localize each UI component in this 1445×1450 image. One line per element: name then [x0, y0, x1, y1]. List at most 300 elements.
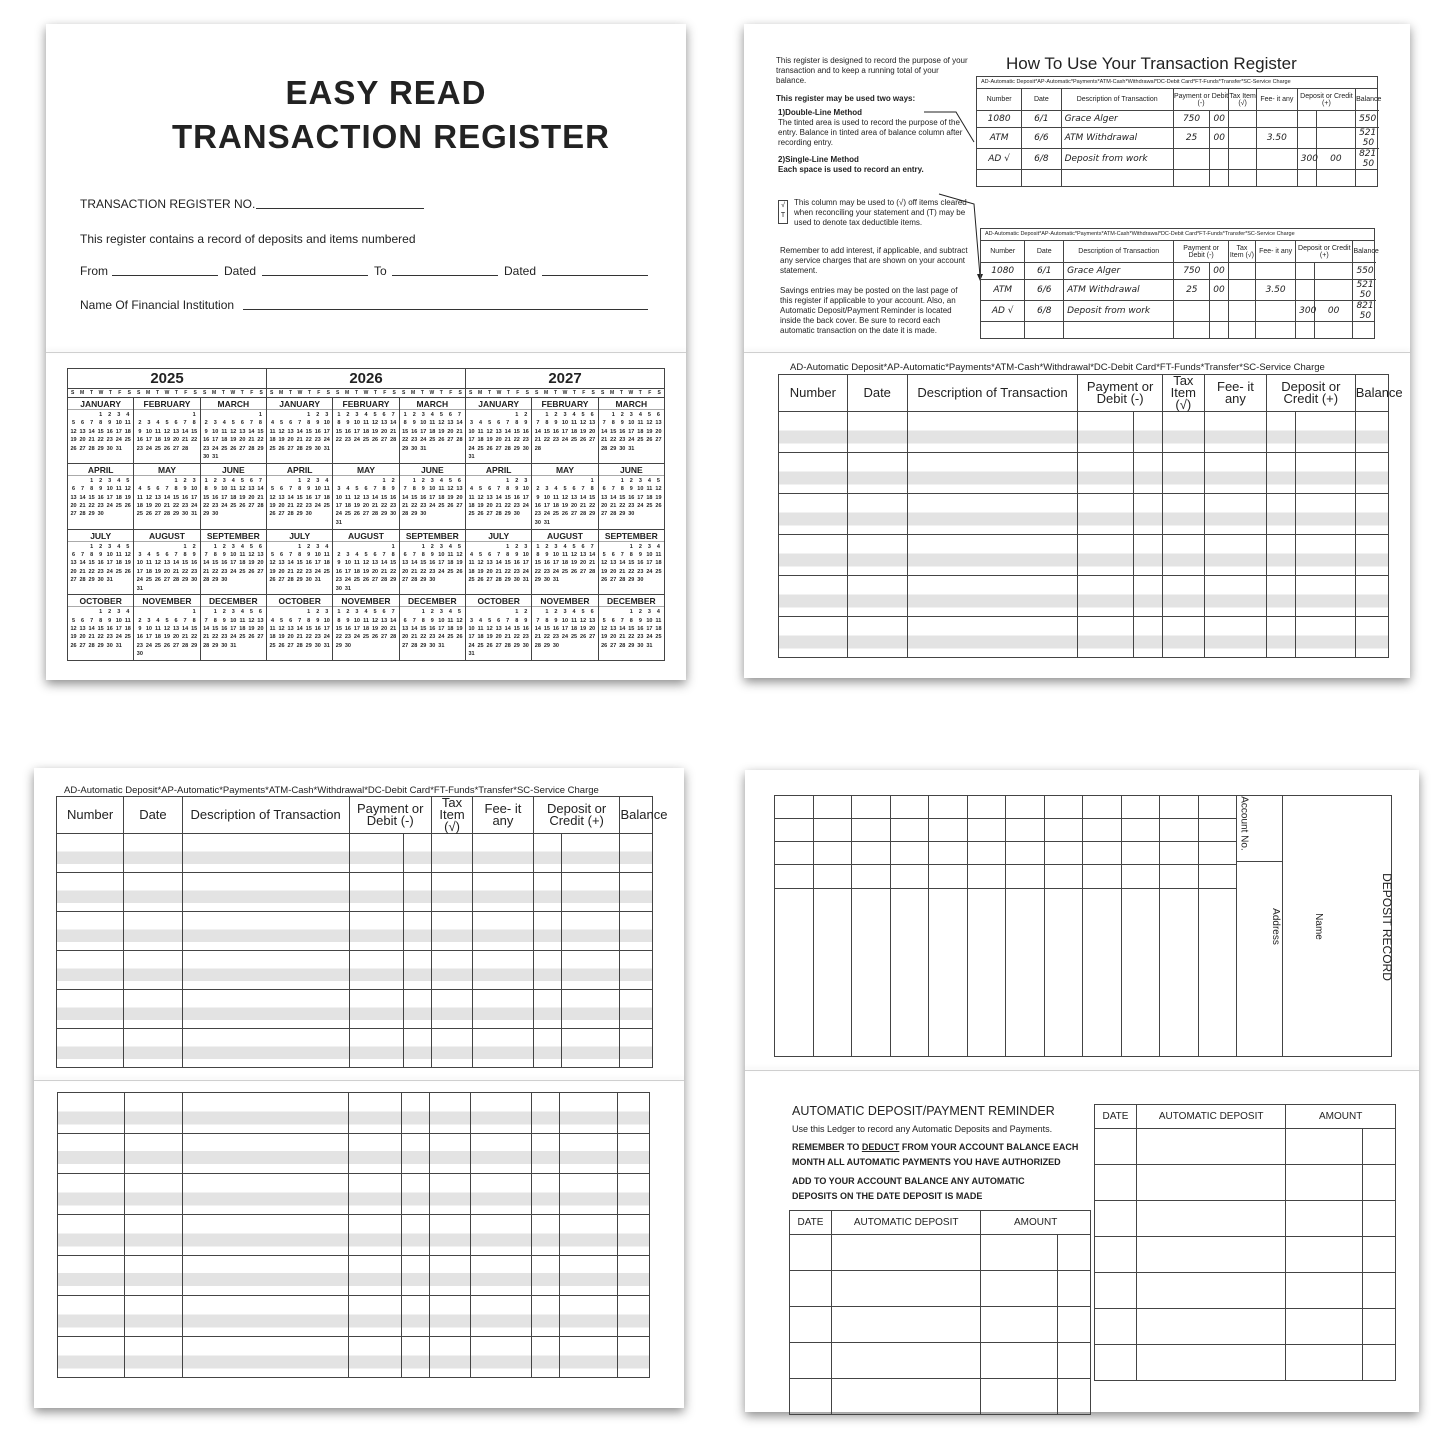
deposit-cell[interactable] [1044, 888, 1083, 1056]
deposit-cell[interactable] [967, 796, 1006, 819]
ledger-cell[interactable] [57, 834, 124, 873]
ledger-cell[interactable] [58, 1133, 125, 1174]
ledger-cell[interactable] [1078, 576, 1133, 617]
deposit-cell[interactable] [1160, 865, 1199, 888]
ledger-cell[interactable] [58, 1174, 125, 1215]
reminder-cell[interactable] [1137, 1201, 1286, 1237]
reminder-cell[interactable] [832, 1379, 981, 1415]
deposit-cell[interactable] [1121, 842, 1160, 865]
ledger-cell[interactable] [348, 1337, 402, 1378]
deposit-cell[interactable] [852, 865, 891, 888]
ledger-cell[interactable] [471, 1255, 531, 1296]
ledger-cell[interactable] [182, 1215, 348, 1256]
ledger-cell[interactable] [349, 873, 403, 912]
ledger-cell[interactable] [430, 1296, 471, 1337]
reminder-cell[interactable] [1363, 1273, 1396, 1309]
ledger-cell[interactable] [779, 494, 848, 535]
ledger-cell[interactable] [57, 1029, 124, 1068]
ledger-cell[interactable] [58, 1337, 125, 1378]
ledger-cell[interactable] [57, 912, 124, 951]
ledger-cell[interactable] [531, 1215, 559, 1256]
dated-field-2[interactable] [542, 275, 648, 276]
ledger-cell[interactable] [57, 990, 124, 1029]
reminder-cell[interactable] [1095, 1273, 1137, 1309]
reminder-cell[interactable] [832, 1235, 981, 1271]
deposit-cell[interactable] [890, 819, 929, 842]
ledger-cell[interactable] [348, 1174, 402, 1215]
example-cell[interactable] [1210, 322, 1229, 339]
ledger-cell[interactable] [907, 453, 1078, 494]
ledger-cell[interactable] [620, 873, 653, 912]
ledger-cell[interactable] [402, 1255, 430, 1296]
deposit-cell[interactable] [1160, 819, 1199, 842]
ledger-cell[interactable] [617, 1174, 649, 1215]
ledger-cell[interactable] [124, 990, 183, 1029]
ledger-cell[interactable] [1355, 412, 1388, 453]
ledger-cell[interactable] [348, 1215, 402, 1256]
ledger-cell[interactable] [58, 1255, 125, 1296]
reminder-cell[interactable] [1058, 1271, 1091, 1307]
ledger-cell[interactable] [471, 1093, 531, 1134]
ledger-cell[interactable] [531, 1133, 559, 1174]
account-line[interactable] [1237, 861, 1282, 862]
deposit-cell[interactable] [1160, 842, 1199, 865]
deposit-cell[interactable] [1198, 888, 1237, 1056]
deposit-cell[interactable] [1083, 796, 1122, 819]
deposit-cell[interactable] [1083, 842, 1122, 865]
reminder-cell[interactable] [790, 1379, 832, 1415]
ledger-cell[interactable] [620, 1029, 653, 1068]
register-no-field[interactable] [256, 208, 424, 209]
ledger-cell[interactable] [473, 1029, 534, 1068]
ledger-cell[interactable] [124, 1093, 182, 1134]
ledger-cell[interactable] [561, 951, 620, 990]
deposit-cell[interactable] [775, 819, 814, 842]
ledger-cell[interactable] [349, 1029, 403, 1068]
example-cell[interactable] [1174, 322, 1210, 339]
ledger-cell[interactable] [561, 912, 620, 951]
ledger-cell[interactable] [431, 951, 472, 990]
ledger-cell[interactable] [620, 951, 653, 990]
example-cell[interactable] [1353, 322, 1375, 339]
ledger-cell[interactable] [403, 1029, 431, 1068]
ledger-cell[interactable] [1295, 617, 1355, 658]
ledger-cell[interactable] [58, 1296, 125, 1337]
ledger-cell[interactable] [617, 1296, 649, 1337]
deposit-cell[interactable] [852, 842, 891, 865]
ledger-cell[interactable] [533, 990, 561, 1029]
ledger-cell[interactable] [1204, 453, 1266, 494]
deposit-cell[interactable] [967, 819, 1006, 842]
institution-field[interactable] [243, 309, 648, 310]
ledger-cell[interactable] [1204, 576, 1266, 617]
reminder-cell[interactable] [1137, 1237, 1286, 1273]
ledger-cell[interactable] [559, 1337, 617, 1378]
example-cell[interactable] [1356, 170, 1378, 187]
deposit-cell[interactable] [852, 796, 891, 819]
ledger-cell[interactable] [561, 873, 620, 912]
deposit-cell[interactable] [1121, 888, 1160, 1056]
ledger-cell[interactable] [349, 912, 403, 951]
deposit-cell[interactable] [852, 888, 891, 1056]
deposit-cell[interactable] [813, 819, 852, 842]
deposit-cell[interactable] [775, 865, 814, 888]
reminder-cell[interactable] [1286, 1165, 1363, 1201]
ledger-cell[interactable] [533, 951, 561, 990]
deposit-cell[interactable] [890, 888, 929, 1056]
ledger-cell[interactable] [533, 1029, 561, 1068]
deposit-cell[interactable] [1083, 865, 1122, 888]
ledger-cell[interactable] [1295, 412, 1355, 453]
ledger-cell[interactable] [124, 1029, 183, 1068]
deposit-cell[interactable] [929, 842, 968, 865]
ledger-cell[interactable] [430, 1133, 471, 1174]
reminder-cell[interactable] [1363, 1129, 1396, 1165]
ledger-cell[interactable] [907, 535, 1078, 576]
ledger-cell[interactable] [779, 412, 848, 453]
ledger-cell[interactable] [1078, 412, 1133, 453]
ledger-cell[interactable] [182, 912, 349, 951]
example-cell[interactable] [981, 322, 1025, 339]
reminder-cell[interactable] [1137, 1273, 1286, 1309]
ledger-cell[interactable] [431, 912, 472, 951]
deposit-cell[interactable] [813, 842, 852, 865]
ledger-cell[interactable] [847, 535, 907, 576]
reminder-cell[interactable] [1095, 1345, 1137, 1381]
ledger-cell[interactable] [182, 834, 349, 873]
deposit-cell[interactable] [929, 865, 968, 888]
ledger-cell[interactable] [348, 1133, 402, 1174]
ledger-cell[interactable] [430, 1215, 471, 1256]
dated-field-1[interactable] [262, 275, 368, 276]
ledger-cell[interactable] [617, 1215, 649, 1256]
deposit-cell[interactable] [1198, 865, 1237, 888]
ledger-cell[interactable] [124, 873, 183, 912]
ledger-cell[interactable] [779, 453, 848, 494]
ledger-cell[interactable] [1355, 535, 1388, 576]
ledger-cell[interactable] [403, 834, 431, 873]
ledger-cell[interactable] [58, 1093, 125, 1134]
ledger-cell[interactable] [1162, 617, 1204, 658]
ledger-cell[interactable] [348, 1255, 402, 1296]
ledger-cell[interactable] [124, 1174, 182, 1215]
ledger-cell[interactable] [779, 535, 848, 576]
deposit-cell[interactable] [967, 888, 1006, 1056]
ledger-cell[interactable] [182, 1133, 348, 1174]
example-cell[interactable] [1316, 170, 1355, 187]
ledger-cell[interactable] [430, 1255, 471, 1296]
ledger-cell[interactable] [403, 951, 431, 990]
ledger-cell[interactable] [471, 1296, 531, 1337]
ledger-cell[interactable] [531, 1093, 559, 1134]
ledger-cell[interactable] [1355, 576, 1388, 617]
reminder-cell[interactable] [1286, 1345, 1363, 1381]
reminder-cell[interactable] [1058, 1379, 1091, 1415]
ledger-cell[interactable] [531, 1174, 559, 1215]
ledger-cell[interactable] [1078, 617, 1133, 658]
ledger-cell[interactable] [1162, 576, 1204, 617]
ledger-cell[interactable] [402, 1093, 430, 1134]
ledger-cell[interactable] [1204, 412, 1266, 453]
example-cell[interactable] [1022, 170, 1061, 187]
reminder-cell[interactable] [1363, 1309, 1396, 1345]
ledger-cell[interactable] [620, 834, 653, 873]
reminder-cell[interactable] [1137, 1309, 1286, 1345]
ledger-cell[interactable] [473, 834, 534, 873]
ledger-cell[interactable] [182, 990, 349, 1029]
ledger-cell[interactable] [1266, 576, 1295, 617]
ledger-cell[interactable] [531, 1255, 559, 1296]
deposit-cell[interactable] [1160, 796, 1199, 819]
example-cell[interactable] [1297, 170, 1316, 187]
ledger-cell[interactable] [617, 1133, 649, 1174]
ledger-cell[interactable] [182, 1296, 348, 1337]
ledger-cell[interactable] [561, 1029, 620, 1068]
ledger-cell[interactable] [402, 1174, 430, 1215]
deposit-cell[interactable] [1006, 819, 1045, 842]
ledger-cell[interactable] [1295, 576, 1355, 617]
reminder-cell[interactable] [1363, 1201, 1396, 1237]
deposit-cell[interactable] [1198, 842, 1237, 865]
ledger-cell[interactable] [124, 834, 183, 873]
ledger-cell[interactable] [531, 1337, 559, 1378]
example-cell[interactable] [1228, 322, 1255, 339]
ledger-cell[interactable] [402, 1215, 430, 1256]
deposit-cell[interactable] [1044, 819, 1083, 842]
ledger-cell[interactable] [1133, 453, 1162, 494]
deposit-cell[interactable] [890, 842, 929, 865]
ledger-cell[interactable] [561, 834, 620, 873]
ledger-cell[interactable] [1133, 535, 1162, 576]
ledger-cell[interactable] [847, 617, 907, 658]
reminder-cell[interactable] [1363, 1345, 1396, 1381]
ledger-cell[interactable] [402, 1296, 430, 1337]
ledger-cell[interactable] [403, 912, 431, 951]
ledger-cell[interactable] [559, 1255, 617, 1296]
deposit-cell[interactable] [1006, 842, 1045, 865]
ledger-cell[interactable] [349, 834, 403, 873]
ledger-cell[interactable] [348, 1296, 402, 1337]
reminder-cell[interactable] [1363, 1237, 1396, 1273]
deposit-cell[interactable] [1121, 819, 1160, 842]
deposit-cell[interactable] [1006, 865, 1045, 888]
name-line[interactable] [1282, 796, 1283, 1056]
ledger-cell[interactable] [1133, 412, 1162, 453]
ledger-cell[interactable] [1266, 453, 1295, 494]
deposit-cell[interactable] [852, 819, 891, 842]
reminder-cell[interactable] [1095, 1165, 1137, 1201]
example-cell[interactable] [1229, 170, 1257, 187]
reminder-cell[interactable] [981, 1271, 1058, 1307]
deposit-cell[interactable] [813, 865, 852, 888]
ledger-cell[interactable] [403, 990, 431, 1029]
deposit-cell[interactable] [1121, 796, 1160, 819]
deposit-cell[interactable] [1083, 819, 1122, 842]
to-field[interactable] [392, 275, 498, 276]
ledger-cell[interactable] [847, 576, 907, 617]
ledger-cell[interactable] [402, 1337, 430, 1378]
ledger-cell[interactable] [561, 990, 620, 1029]
ledger-cell[interactable] [349, 951, 403, 990]
ledger-cell[interactable] [431, 990, 472, 1029]
deposit-cell[interactable] [890, 796, 929, 819]
deposit-cell[interactable] [1006, 796, 1045, 819]
ledger-cell[interactable] [1266, 412, 1295, 453]
ledger-cell[interactable] [124, 951, 183, 990]
ledger-cell[interactable] [471, 1133, 531, 1174]
example-cell[interactable] [1061, 170, 1173, 187]
ledger-cell[interactable] [1295, 535, 1355, 576]
reminder-cell[interactable] [1363, 1165, 1396, 1201]
deposit-cell[interactable] [1083, 888, 1122, 1056]
ledger-cell[interactable] [1355, 453, 1388, 494]
ledger-cell[interactable] [1162, 412, 1204, 453]
ledger-cell[interactable] [620, 990, 653, 1029]
reminder-cell[interactable] [1137, 1165, 1286, 1201]
reminder-cell[interactable] [790, 1235, 832, 1271]
ledger-cell[interactable] [1162, 494, 1204, 535]
reminder-cell[interactable] [981, 1307, 1058, 1343]
ledger-cell[interactable] [182, 1029, 349, 1068]
ledger-cell[interactable] [471, 1215, 531, 1256]
ledger-cell[interactable] [473, 873, 534, 912]
deposit-cell[interactable] [1044, 842, 1083, 865]
reminder-cell[interactable] [1286, 1309, 1363, 1345]
ledger-cell[interactable] [907, 494, 1078, 535]
ledger-cell[interactable] [124, 1215, 182, 1256]
reminder-cell[interactable] [832, 1343, 981, 1379]
example-cell[interactable] [1210, 170, 1229, 187]
ledger-cell[interactable] [1266, 494, 1295, 535]
deposit-cell[interactable] [1160, 888, 1199, 1056]
ledger-cell[interactable] [779, 576, 848, 617]
ledger-cell[interactable] [1355, 617, 1388, 658]
reminder-cell[interactable] [1286, 1129, 1363, 1165]
reminder-cell[interactable] [1095, 1201, 1137, 1237]
ledger-cell[interactable] [907, 576, 1078, 617]
ledger-cell[interactable] [559, 1133, 617, 1174]
deposit-cell[interactable] [1044, 865, 1083, 888]
ledger-cell[interactable] [1078, 535, 1133, 576]
deposit-cell[interactable] [967, 842, 1006, 865]
reminder-cell[interactable] [790, 1343, 832, 1379]
reminder-cell[interactable] [1286, 1273, 1363, 1309]
reminder-cell[interactable] [1058, 1307, 1091, 1343]
ledger-cell[interactable] [471, 1337, 531, 1378]
example-cell[interactable] [1064, 322, 1174, 339]
ledger-cell[interactable] [779, 617, 848, 658]
ledger-cell[interactable] [57, 873, 124, 912]
example-cell[interactable] [1314, 322, 1353, 339]
ledger-cell[interactable] [124, 1255, 182, 1296]
ledger-cell[interactable] [847, 412, 907, 453]
ledger-cell[interactable] [907, 617, 1078, 658]
ledger-cell[interactable] [847, 453, 907, 494]
ledger-cell[interactable] [533, 912, 561, 951]
deposit-cell[interactable] [1006, 888, 1045, 1056]
ledger-cell[interactable] [1204, 494, 1266, 535]
ledger-cell[interactable] [182, 951, 349, 990]
example-cell[interactable] [1025, 322, 1064, 339]
ledger-cell[interactable] [182, 1337, 348, 1378]
example-cell[interactable] [1256, 170, 1297, 187]
ledger-cell[interactable] [473, 912, 534, 951]
reminder-cell[interactable] [1137, 1345, 1286, 1381]
deposit-cell[interactable] [1044, 796, 1083, 819]
ledger-cell[interactable] [1162, 535, 1204, 576]
reminder-cell[interactable] [981, 1343, 1058, 1379]
ledger-cell[interactable] [1133, 576, 1162, 617]
ledger-cell[interactable] [907, 412, 1078, 453]
ledger-cell[interactable] [1078, 453, 1133, 494]
deposit-cell[interactable] [813, 888, 852, 1056]
reminder-cell[interactable] [1286, 1237, 1363, 1273]
ledger-cell[interactable] [1266, 535, 1295, 576]
ledger-cell[interactable] [431, 834, 472, 873]
ledger-cell[interactable] [1295, 494, 1355, 535]
ledger-cell[interactable] [402, 1133, 430, 1174]
ledger-cell[interactable] [124, 912, 183, 951]
reminder-cell[interactable] [1058, 1235, 1091, 1271]
example-cell[interactable] [1296, 322, 1315, 339]
ledger-cell[interactable] [124, 1133, 182, 1174]
ledger-cell[interactable] [182, 873, 349, 912]
ledger-cell[interactable] [559, 1093, 617, 1134]
ledger-cell[interactable] [1295, 453, 1355, 494]
ledger-cell[interactable] [403, 873, 431, 912]
ledger-cell[interactable] [182, 1093, 348, 1134]
deposit-cell[interactable] [967, 865, 1006, 888]
ledger-cell[interactable] [1078, 494, 1133, 535]
ledger-cell[interactable] [430, 1337, 471, 1378]
ledger-cell[interactable] [559, 1174, 617, 1215]
example-cell[interactable] [1256, 322, 1296, 339]
example-cell[interactable] [1173, 170, 1209, 187]
ledger-cell[interactable] [1133, 494, 1162, 535]
reminder-cell[interactable] [1058, 1343, 1091, 1379]
from-field[interactable] [112, 275, 218, 276]
deposit-cell[interactable] [775, 842, 814, 865]
ledger-cell[interactable] [1162, 453, 1204, 494]
ledger-cell[interactable] [349, 990, 403, 1029]
deposit-cell[interactable] [1198, 819, 1237, 842]
ledger-cell[interactable] [473, 951, 534, 990]
ledger-cell[interactable] [431, 873, 472, 912]
deposit-cell[interactable] [1121, 865, 1160, 888]
ledger-cell[interactable] [124, 1296, 182, 1337]
ledger-cell[interactable] [617, 1255, 649, 1296]
ledger-cell[interactable] [617, 1093, 649, 1134]
ledger-cell[interactable] [620, 912, 653, 951]
ledger-cell[interactable] [559, 1215, 617, 1256]
ledger-cell[interactable] [533, 873, 561, 912]
ledger-cell[interactable] [1355, 494, 1388, 535]
deposit-cell[interactable] [890, 865, 929, 888]
ledger-cell[interactable] [533, 834, 561, 873]
deposit-cell[interactable] [775, 888, 814, 1056]
ledger-cell[interactable] [1204, 535, 1266, 576]
deposit-cell[interactable] [929, 819, 968, 842]
reminder-cell[interactable] [790, 1271, 832, 1307]
reminder-cell[interactable] [981, 1235, 1058, 1271]
ledger-cell[interactable] [559, 1296, 617, 1337]
ledger-cell[interactable] [57, 951, 124, 990]
reminder-cell[interactable] [1095, 1237, 1137, 1273]
ledger-cell[interactable] [430, 1093, 471, 1134]
reminder-cell[interactable] [1095, 1129, 1137, 1165]
deposit-cell[interactable] [929, 796, 968, 819]
ledger-cell[interactable] [471, 1174, 531, 1215]
